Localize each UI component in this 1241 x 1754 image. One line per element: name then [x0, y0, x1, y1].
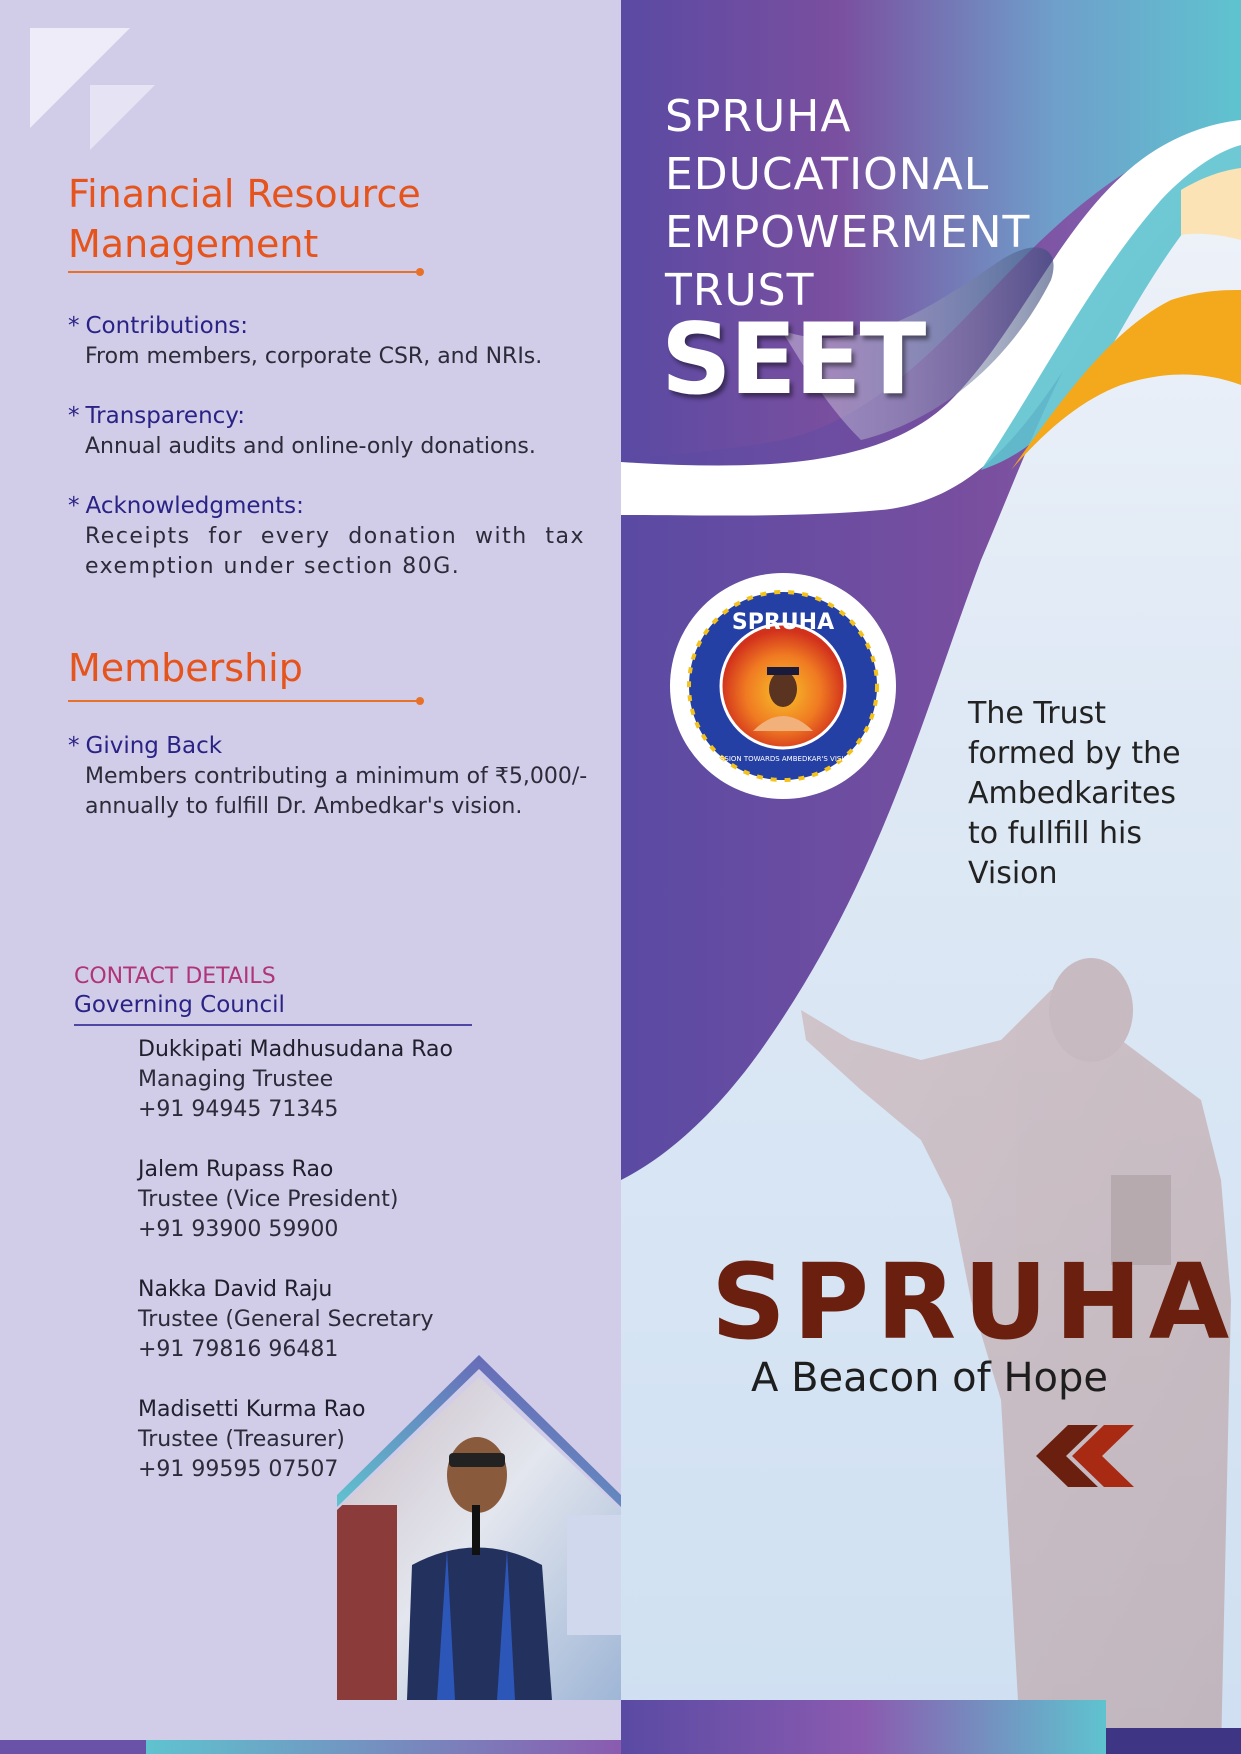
brand-name: SPRUHA: [711, 1241, 1237, 1363]
financial-title-line1: Financial Resource: [68, 172, 421, 216]
contact-person-4: [138, 1395, 365, 1485]
contributions-label: Contributions:: [85, 313, 249, 339]
cover-panel: [621, 0, 1241, 1754]
person-phone[interactable]: +91 79816 96481: [138, 1337, 339, 1362]
contact-person-3: [138, 1275, 434, 1365]
membership-rule: [68, 700, 420, 702]
contact-details-label: CONTACT DETAILS: [74, 964, 276, 989]
giving-back-label: Giving Back: [85, 733, 223, 759]
person-name: Jalem Rupass Rao: [138, 1157, 334, 1182]
cover-title: [665, 88, 1030, 320]
tagline-line: Ambedkarites: [968, 776, 1177, 811]
bottom-stripe-purple: [0, 1740, 146, 1754]
contributions-text: From members, corporate CSR, and NRIs.: [85, 344, 543, 369]
person-name: Madisetti Kurma Rao: [138, 1397, 366, 1422]
transparency-label: Transparency:: [85, 403, 245, 429]
acknowledgments-text: Receipts for every donation with tax exemption under section 80G.: [85, 524, 585, 579]
governing-council-label: Governing Council: [74, 992, 285, 1018]
logo-text: SPRUHA: [731, 610, 835, 635]
person-role: Managing Trustee: [138, 1067, 334, 1092]
bullet-star: *: [68, 733, 80, 759]
tagline-line: formed by the: [968, 736, 1181, 771]
financial-title-line2: Management: [68, 222, 319, 266]
person-name: Dukkipati Madhusudana Rao: [138, 1037, 453, 1062]
contact-rule: [74, 1024, 472, 1026]
contributions-heading: [68, 313, 248, 339]
membership-title: Membership: [68, 646, 303, 690]
person-role: Trustee (General Secretary: [138, 1307, 434, 1332]
bullet-star: *: [68, 493, 80, 519]
financial-rule: [68, 271, 420, 273]
bullet-star: *: [68, 403, 80, 429]
decorative-triangles: [30, 28, 160, 153]
cover-title-line: SPRUHA: [665, 91, 852, 142]
tagline-line: The Trust: [968, 696, 1106, 731]
contact-person-2: [138, 1155, 398, 1245]
bottom-stripe-gradient: [146, 1740, 621, 1754]
transparency-heading: [68, 403, 245, 429]
cover-title-line: EDUCATIONAL: [665, 149, 990, 200]
cover-title-line: TRUST: [665, 265, 815, 316]
acknowledgments-label: Acknowledgments:: [85, 493, 304, 519]
bullet-star: *: [68, 313, 80, 339]
spruha-logo: [668, 571, 898, 801]
cover-acronym: SEET: [661, 303, 925, 417]
contact-person-1: [138, 1035, 453, 1125]
logo-ring-text: MISSION TOWARDS AMBEDKAR'S VISION: [711, 755, 855, 763]
person-role: Trustee (Treasurer): [138, 1427, 345, 1452]
acknowledgments-heading: [68, 493, 304, 519]
cover-title-line: EMPOWERMENT: [665, 207, 1031, 258]
person-phone[interactable]: +91 94945 71345: [138, 1097, 339, 1122]
giving-back-heading: [68, 733, 222, 759]
person-phone[interactable]: +91 99595 07507: [138, 1457, 339, 1482]
tagline-line: Vision: [968, 856, 1058, 891]
brand-subtitle: A Beacon of Hope: [751, 1355, 1108, 1401]
person-phone[interactable]: +91 93900 59900: [138, 1217, 339, 1242]
person-name: Nakka David Raju: [138, 1277, 333, 1302]
tagline-line: to fullfill his: [968, 816, 1142, 851]
person-role: Trustee (Vice President): [138, 1187, 399, 1212]
speaker-photo: [337, 1355, 621, 1700]
double-chevron-left-icon: [1036, 1425, 1136, 1487]
transparency-text: Annual audits and online-only donations.: [85, 434, 536, 459]
giving-back-text: Members contributing a minimum of ₹5,000/- annually to fulfill Dr. Ambedkar's vision.: [85, 764, 588, 819]
cover-tagline: [968, 694, 1181, 894]
